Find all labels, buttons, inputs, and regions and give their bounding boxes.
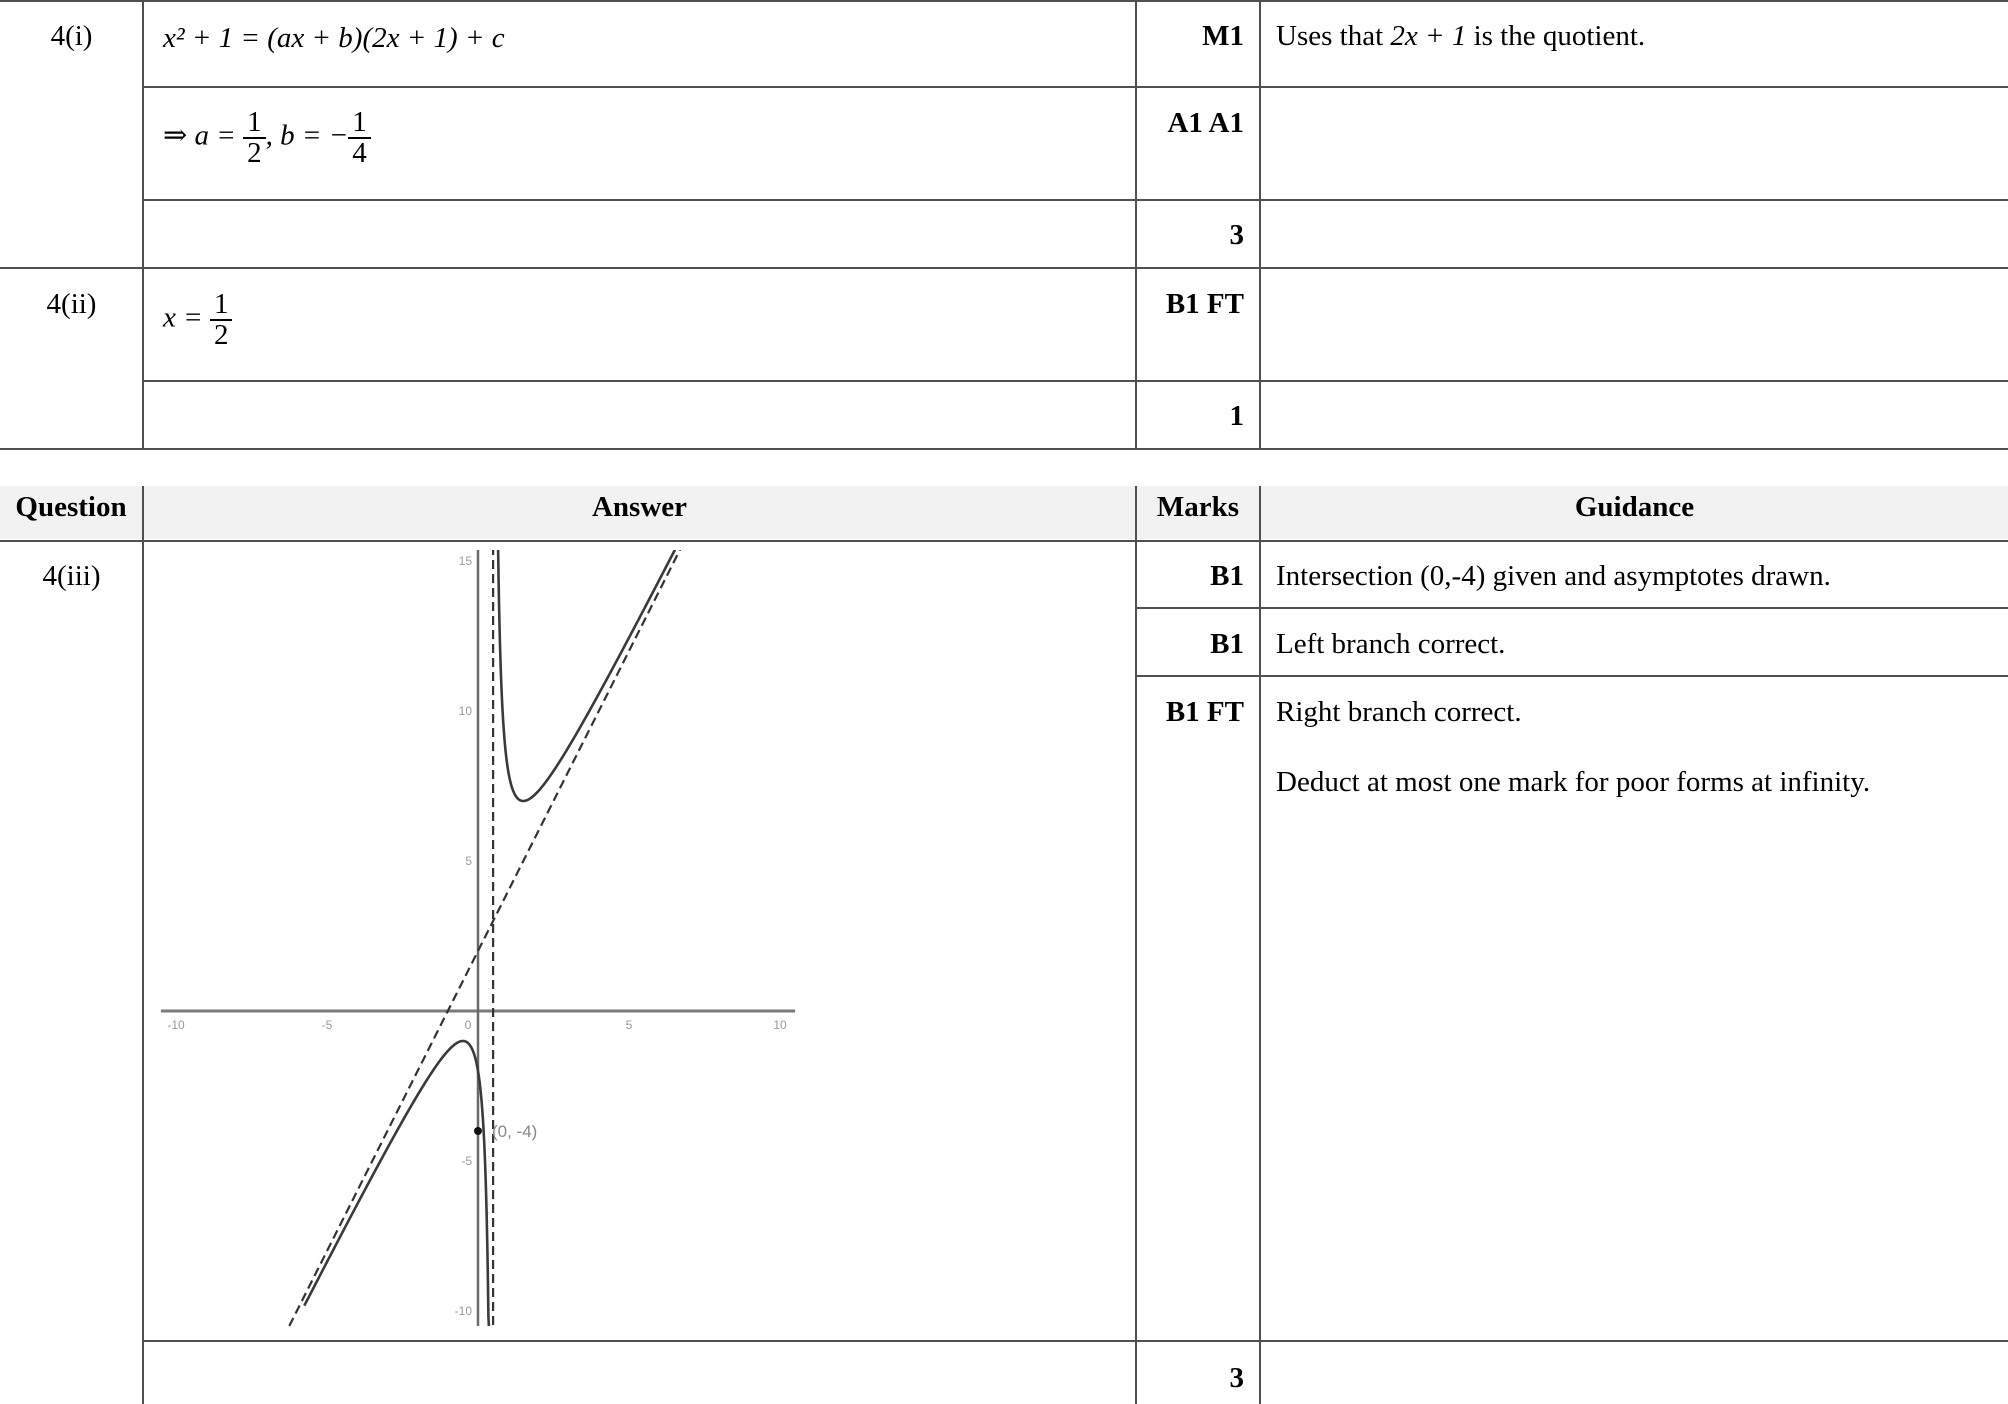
- row-divider: [0, 267, 2008, 269]
- table-border-bottom: [0, 448, 2008, 450]
- curve-right-branch: [497, 550, 677, 801]
- graph-axes: [161, 550, 795, 1326]
- column-divider: [1135, 0, 1137, 449]
- guidance-text: Uses that: [1276, 20, 1384, 52]
- mark-4i-total: 3: [1229, 219, 1244, 251]
- graph-curve: [304, 550, 677, 1326]
- fraction-b: $\frac{1}{4}$: [348, 108, 371, 168]
- question-number-4i: 4(i): [50, 20, 93, 52]
- row-divider: [143, 1340, 2008, 1342]
- intersection-point: [474, 1127, 482, 1135]
- guidance-4iii-right-branch: Right branch correct.: [1276, 696, 1522, 728]
- row-divider: [1136, 675, 2008, 677]
- row-divider: [143, 199, 2008, 201]
- x-tick-label: 0: [464, 1018, 472, 1032]
- answer-4ii: [163, 290, 232, 350]
- guidance-text: is the quotient.: [1473, 20, 1646, 52]
- mark-4i-m1: M1: [1202, 20, 1244, 52]
- row-divider: [1136, 607, 2008, 609]
- x-tick-label: -10: [167, 1018, 185, 1032]
- mark-4iii-b1: B1: [1210, 560, 1244, 592]
- guidance-4iii-deduction: Deduct at most one mark for poor forms at infinity.: [1276, 766, 1871, 798]
- y-tick-label: 15: [458, 554, 472, 568]
- y-tick-label: -10: [454, 1304, 472, 1318]
- column-divider: [142, 486, 144, 1404]
- column-divider: [1259, 486, 1261, 1404]
- column-divider: [1135, 486, 1137, 1404]
- guidance-4i-quotient: [1276, 20, 1645, 53]
- row-divider: [143, 380, 2008, 382]
- mark-4iii-total: 3: [1229, 1362, 1244, 1394]
- fraction-x: $\frac{1}{2}$: [210, 290, 233, 350]
- y-tick-label: -5: [461, 1154, 472, 1168]
- table-border-top: [0, 0, 2008, 2]
- answer-4i-values: [163, 108, 371, 168]
- answer-4i-identity: x² + 1 = (ax + b)(2x + 1) + c: [163, 22, 505, 54]
- mark-4i-a1a1: A1 A1: [1167, 107, 1244, 139]
- mark-4iii-b1-left: B1: [1210, 628, 1244, 660]
- guidance-expression: 2x + 1: [1390, 20, 1467, 52]
- answer-text: ⇒ a =: [163, 119, 236, 152]
- fraction-a: $\frac{1}{2}$: [243, 108, 266, 168]
- graph-4iii: [150, 550, 820, 1330]
- answer-text: x =: [163, 301, 203, 334]
- question-number-4iii: 4(iii): [42, 560, 101, 592]
- header-marks: Marks: [1156, 491, 1240, 523]
- curve-left-branch: [304, 1041, 489, 1326]
- guidance-4iii-intersection: Intersection (0,-4) given and asymptotes drawn.: [1276, 560, 1831, 592]
- mark-4ii-b1ft: B1 FT: [1165, 288, 1244, 320]
- mark-4ii-total: 1: [1229, 400, 1244, 432]
- y-tick-label: 10: [458, 704, 472, 718]
- mark-4iii-b1ft: B1 FT: [1165, 696, 1244, 728]
- header-answer: Answer: [591, 491, 688, 523]
- row-divider: [143, 86, 2008, 88]
- y-tick-label: 5: [465, 854, 472, 868]
- header-guidance: Guidance: [1574, 491, 1695, 523]
- header-divider: [0, 540, 2008, 542]
- x-tick-label: 5: [625, 1018, 633, 1032]
- guidance-4iii-left-branch: Left branch correct.: [1276, 628, 1506, 660]
- column-divider: [142, 0, 144, 449]
- column-divider: [1259, 0, 1261, 449]
- intersection-label: (0, -4): [492, 1122, 538, 1141]
- answer-text: , b = −: [265, 119, 349, 152]
- question-number-4ii: 4(ii): [46, 288, 97, 320]
- x-tick-label: 10: [773, 1018, 787, 1032]
- header-question: Question: [15, 491, 127, 523]
- x-tick-label: -5: [321, 1018, 333, 1032]
